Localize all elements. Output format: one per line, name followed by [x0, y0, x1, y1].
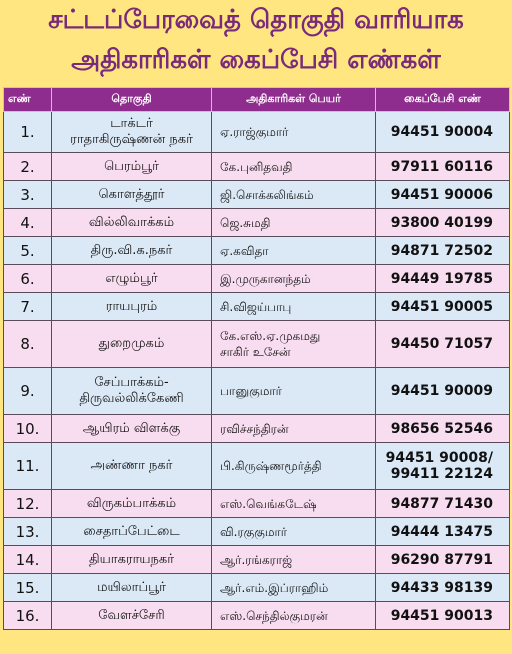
table-row — [4, 181, 510, 209]
row-number: 14. — [4, 546, 52, 574]
row-number: 10. — [4, 415, 52, 443]
constituency-cell-line: எழும்பூர் — [105, 270, 158, 286]
officer-name-cell — [212, 443, 376, 490]
officer-name-cell-line: ஜெ.சுமதி — [220, 215, 271, 230]
constituency-cell-line: வில்லிவாக்கம் — [88, 214, 175, 230]
phone-number-cell — [376, 443, 510, 490]
officer-name-cell — [212, 112, 376, 153]
officer-name-cell — [212, 181, 376, 209]
page-title-line-1: சட்டப்பேரவைத் தொகுதி வாரியாக — [48, 5, 464, 35]
row-number: 15. — [4, 574, 52, 602]
constituency-cell — [52, 265, 212, 293]
constituency-cell-line: அண்ணா நகர் — [90, 458, 173, 473]
officer-name-cell — [212, 237, 376, 265]
constituency-cell-line: சைதாப்பேட்டை — [83, 523, 180, 539]
phone-number-cell — [376, 153, 510, 181]
constituency-cell — [52, 293, 212, 321]
officer-name-cell — [212, 153, 376, 181]
table-row — [4, 153, 510, 181]
constituency-cell-line: ராதாகிருஷ்ணன் நகர் — [70, 132, 193, 147]
row-number: 4. — [4, 209, 52, 237]
constituency-cell-line: தியாகராயநகர் — [88, 551, 174, 567]
officer-name-cell — [212, 415, 376, 443]
row-number: 13. — [4, 518, 52, 546]
phone-number-cell — [376, 293, 510, 321]
row-number: 6. — [4, 265, 52, 293]
table-row — [4, 112, 510, 153]
officer-name-cell — [212, 321, 376, 368]
officer-name-cell-line: வி.ரகுகுமார் — [220, 524, 288, 539]
constituency-cell — [52, 490, 212, 518]
row-number: 9. — [4, 368, 52, 415]
table-row — [4, 321, 510, 368]
constituency-cell-line: டாக்டர் — [110, 116, 153, 131]
officer-name-cell-line: ஏ.கவிதா — [220, 243, 269, 258]
phone-number-cell-line: 94444 13475 — [390, 523, 493, 540]
officer-name-cell-line: ஆர்.ரங்கராஜ் — [220, 552, 293, 567]
constituency-cell — [52, 209, 212, 237]
officer-name-cell-line: எஸ்.வெங்கடேஷ் — [220, 496, 317, 511]
constituency-cell — [52, 443, 212, 490]
officer-name-cell-line: ஆர்.எம்.இப்ராஹிம் — [220, 580, 329, 595]
phone-number-cell-line: 98656 52546 — [390, 420, 493, 437]
phone-number-cell — [376, 415, 510, 443]
officer-name-cell-line: பானுகுமார் — [220, 384, 282, 398]
officer-name-cell-line: சாகிர் உசேன் — [220, 345, 291, 359]
officer-name-cell-line: பி.கிருஷ்ணமூர்த்தி — [220, 459, 322, 473]
phone-number-cell-line: 94451 90009 — [390, 383, 493, 399]
row-number: 12. — [4, 490, 52, 518]
officer-name-cell — [212, 209, 376, 237]
phone-number-cell — [376, 237, 510, 265]
officer-name-cell — [212, 490, 376, 518]
header-num: எண் — [4, 88, 52, 112]
officer-name-cell — [212, 518, 376, 546]
constituency-cell — [52, 321, 212, 368]
officer-name-cell-line: ஏ.ராஜ்குமார் — [220, 125, 289, 139]
table-row — [4, 574, 510, 602]
header-constituency: தொகுதி — [52, 88, 212, 112]
constituency-cell — [52, 602, 212, 630]
constituency-cell-line: பெரம்பூர் — [104, 158, 159, 174]
officer-name-cell-line: எஸ்.செந்தில்குமரன் — [220, 608, 328, 623]
phone-number-cell-line: 94451 90008/ — [385, 450, 493, 466]
officer-name-cell-line: கே.எஸ்.ஏ.முகமது — [220, 329, 321, 343]
row-number: 16. — [4, 602, 52, 630]
constituency-cell-line: ராயபுரம் — [105, 298, 158, 314]
table-row — [4, 237, 510, 265]
officer-name-cell-line: இ.முருகானந்தம் — [220, 271, 311, 286]
table-row — [4, 602, 510, 630]
officer-name-cell-line: ஜி.சொக்கலிங்கம் — [220, 187, 314, 202]
constituency-cell-line: வேளச்சேரி — [98, 607, 165, 623]
officer-name-cell-line: சி.விஜய்பாபு — [220, 299, 292, 314]
officer-name-cell — [212, 293, 376, 321]
table-body — [4, 112, 510, 630]
phone-number-cell-line: 94451 90013 — [390, 607, 493, 624]
row-number: 5. — [4, 237, 52, 265]
row-number: 7. — [4, 293, 52, 321]
row-number: 3. — [4, 181, 52, 209]
constituency-cell-line: மயிலாப்பூர் — [97, 579, 166, 595]
constituency-cell-line: திருவல்லிக்கேணி — [79, 391, 184, 406]
constituency-cell — [52, 237, 212, 265]
officer-name-cell — [212, 602, 376, 630]
officer-name-cell — [212, 368, 376, 415]
constituency-cell — [52, 574, 212, 602]
table-row — [4, 490, 510, 518]
constituency-cell-line: துறைமுகம் — [98, 336, 165, 351]
constituency-cell — [52, 368, 212, 415]
row-number: 1. — [4, 112, 52, 153]
phone-number-cell-line: 97911 60116 — [390, 158, 493, 175]
phone-number-cell-line: 94449 19785 — [390, 270, 493, 287]
phone-number-cell — [376, 112, 510, 153]
table-row — [4, 209, 510, 237]
constituency-cell — [52, 546, 212, 574]
phone-number-cell-line: 94877 71430 — [390, 495, 493, 512]
constituency-cell — [52, 112, 212, 153]
constituency-cell-line: திரு.வி.க.நகர் — [90, 242, 173, 258]
phone-number-cell — [376, 602, 510, 630]
header-phone: கைப்பேசி எண் — [376, 88, 510, 112]
table-row — [4, 293, 510, 321]
constituency-cell — [52, 518, 212, 546]
phone-number-cell-line: 94871 72502 — [390, 242, 493, 259]
officers-table — [3, 87, 510, 630]
table-row — [4, 415, 510, 443]
constituency-cell-line: சேப்பாக்கம்- — [94, 375, 169, 390]
table-row — [4, 443, 510, 490]
officer-name-cell — [212, 574, 376, 602]
phone-number-cell — [376, 321, 510, 368]
phone-number-cell-line: 94450 71057 — [390, 336, 493, 352]
row-number: 11. — [4, 443, 52, 490]
row-number: 8. — [4, 321, 52, 368]
phone-number-cell-line: 94451 90005 — [390, 298, 493, 315]
phone-number-cell-line: 94433 98139 — [390, 579, 493, 596]
phone-number-cell — [376, 265, 510, 293]
table-row — [4, 368, 510, 415]
constituency-cell — [52, 153, 212, 181]
phone-number-cell — [376, 574, 510, 602]
officer-name-cell-line: கே.புனிதவதி — [220, 159, 293, 174]
phone-number-cell-line: 99411 22124 — [390, 466, 493, 482]
constituency-cell-line: விருகம்பாக்கம் — [86, 495, 177, 511]
constituency-cell — [52, 415, 212, 443]
phone-number-cell — [376, 181, 510, 209]
table-header-row — [4, 88, 510, 112]
page-title-line-2: அதிகாரிகள் கைப்பேசி எண்கள் — [71, 45, 441, 75]
phone-number-cell — [376, 490, 510, 518]
phone-number-cell-line: 94451 90004 — [390, 124, 493, 140]
table-row — [4, 546, 510, 574]
phone-number-cell — [376, 546, 510, 574]
phone-number-cell — [376, 209, 510, 237]
officer-name-cell-line: ரவிச்சந்திரன் — [220, 421, 289, 436]
phone-number-cell — [376, 518, 510, 546]
header-officer: அதிகாரிகள் பெயர் — [212, 88, 376, 112]
officer-name-cell — [212, 265, 376, 293]
phone-number-cell — [376, 368, 510, 415]
constituency-cell — [52, 181, 212, 209]
constituency-cell-line: ஆயிரம் விளக்கு — [82, 420, 181, 436]
table-row — [4, 518, 510, 546]
row-number: 2. — [4, 153, 52, 181]
phone-number-cell-line: 93800 40199 — [390, 214, 493, 231]
constituency-cell-line: கொளத்தூர் — [98, 186, 165, 202]
table-row — [4, 265, 510, 293]
phone-number-cell-line: 96290 87791 — [390, 551, 493, 568]
phone-number-cell-line: 94451 90006 — [390, 186, 493, 203]
officer-name-cell — [212, 546, 376, 574]
